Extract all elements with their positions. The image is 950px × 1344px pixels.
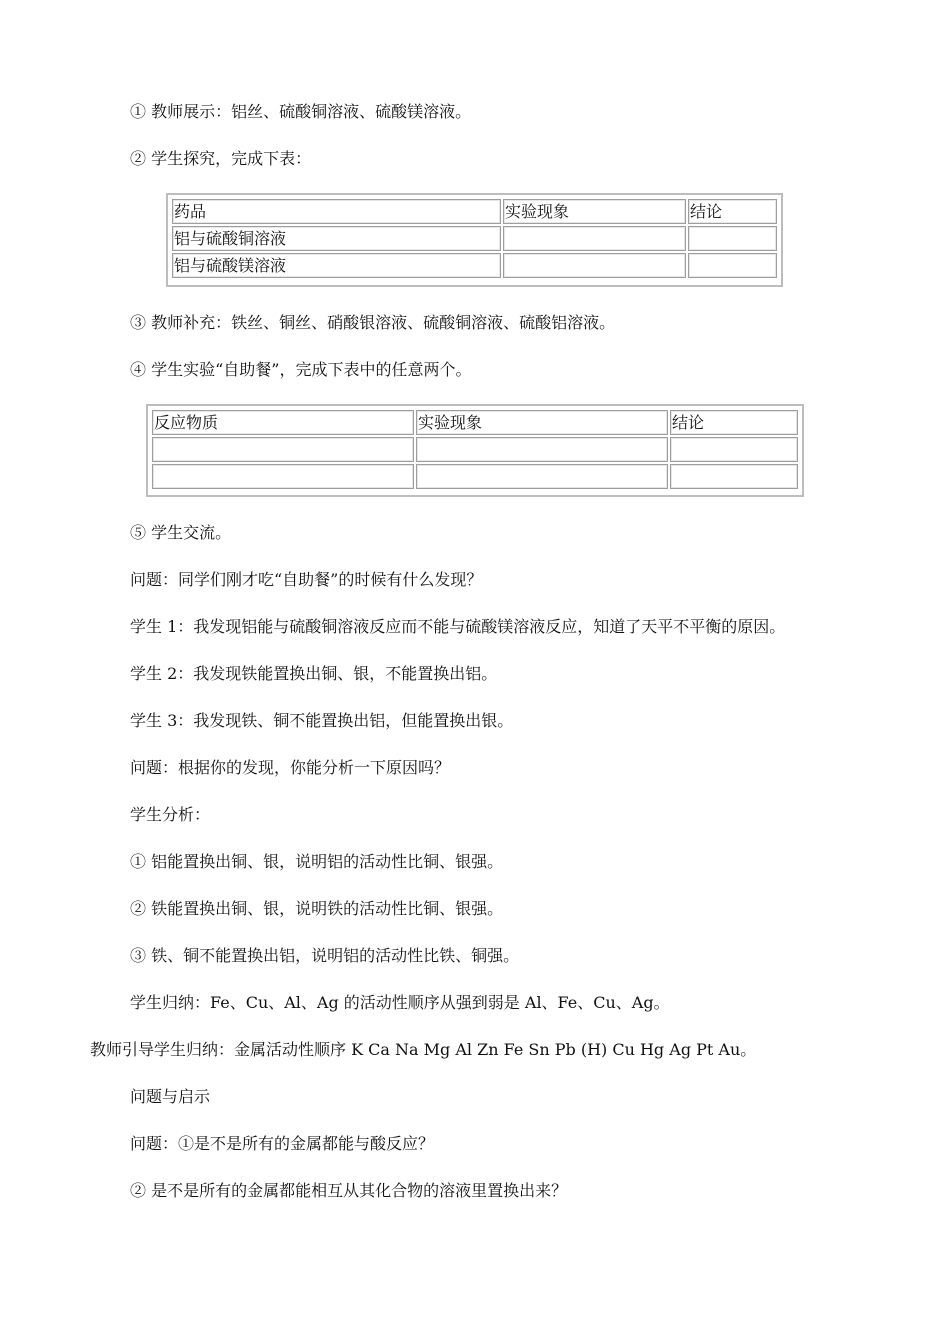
table-cell	[152, 437, 414, 462]
question-2: ② 是不是所有的金属都能相互从其化合物的溶液里置换出来？	[130, 1181, 568, 1200]
table-header-row	[172, 199, 777, 224]
table-cell	[416, 437, 668, 462]
analysis-point-2: ② 铁能置换出铜、银，说明铁的活动性比铜、银强。	[130, 899, 504, 918]
header-cell: 药品	[172, 199, 501, 224]
table-cell	[503, 226, 686, 251]
table-cell	[503, 253, 686, 278]
header-cell: 结论	[670, 410, 798, 435]
step-1-teacher-display: ① 教师展示：铝丝、硫酸铜溶液、硫酸镁溶液。	[130, 102, 472, 121]
table-row	[152, 464, 798, 489]
header-cell: 结论	[688, 199, 777, 224]
experiment-table-2	[146, 404, 804, 497]
table-cell	[416, 464, 668, 489]
table-cell: 铝与硫酸镁溶液	[172, 253, 501, 278]
question-discovery: 问题：同学们刚才吃“自助餐”的时候有什么发现？	[130, 570, 483, 589]
table-cell	[152, 464, 414, 489]
step-3-teacher-supplement: ③ 教师补充：铁丝、铜丝、硝酸银溶液、硫酸铜溶液、硫酸铝溶液。	[130, 313, 616, 332]
table-cell	[688, 253, 777, 278]
table-row	[152, 437, 798, 462]
table-cell	[670, 464, 798, 489]
table-header-row	[152, 410, 798, 435]
section-heading-questions: 问题与启示	[130, 1087, 211, 1106]
header-cell: 反应物质	[152, 410, 414, 435]
step-5-student-exchange: ⑤ 学生交流。	[130, 523, 232, 542]
experiment-table-1	[166, 193, 783, 287]
step-4-student-experiment: ④ 学生实验“自助餐”，完成下表中的任意两个。	[130, 360, 472, 379]
question-1: 问题：①是不是所有的金属都能与酸反应？	[130, 1134, 435, 1153]
table-row	[172, 253, 777, 278]
table-row	[172, 226, 777, 251]
table-cell	[670, 437, 798, 462]
student-analysis-heading: 学生分析：	[130, 805, 211, 824]
table-cell	[688, 226, 777, 251]
header-cell: 实验现象	[503, 199, 686, 224]
analysis-point-3: ③ 铁、铜不能置换出铝，说明铝的活动性比铁、铜强。	[130, 946, 520, 965]
table-cell: 铝与硫酸铜溶液	[172, 226, 501, 251]
teacher-summary-activity-series: 教师引导学生归纳：金属活动性顺序 K Ca Na Mg Al Zn Fe Sn Pb (H) Cu Hg Ag Pt Au。	[90, 1040, 757, 1059]
header-cell: 实验现象	[416, 410, 668, 435]
question-analyze: 问题：根据你的发现，你能分析一下原因吗？	[130, 758, 451, 777]
step-2-student-explore: ② 学生探究，完成下表：	[130, 149, 312, 168]
student-3-answer: 学生 3：我发现铁、铜不能置换出铝，但能置换出银。	[130, 711, 514, 730]
student-conclusion: 学生归纳：Fe、Cu、Al、Ag 的活动性顺序从强到弱是 Al、Fe、Cu、Ag。	[130, 993, 670, 1012]
student-1-answer: 学生 1：我发现铝能与硫酸铜溶液反应而不能与硫酸镁溶液反应，知道了天平不平衡的原因。	[130, 617, 786, 636]
analysis-point-1: ① 铝能置换出铜、银，说明铝的活动性比铜、银强。	[130, 852, 504, 871]
student-2-answer: 学生 2：我发现铁能置换出铜、银，不能置换出铝。	[130, 664, 498, 683]
